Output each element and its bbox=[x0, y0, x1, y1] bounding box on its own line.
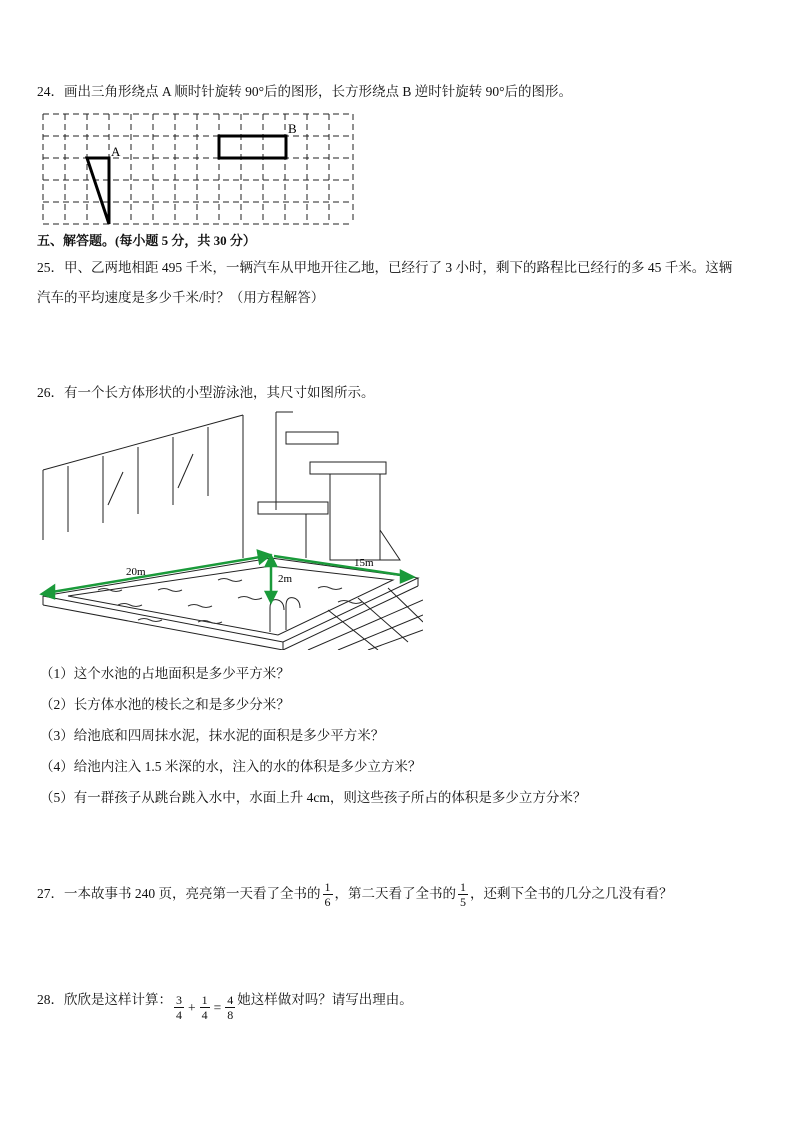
q28-part1: 28．欣欣是这样计算： bbox=[37, 992, 172, 1007]
fraction-denominator: 5 bbox=[460, 895, 466, 910]
fraction-equation bbox=[172, 990, 237, 1026]
fraction-numerator: 4 bbox=[227, 993, 234, 1007]
equals-sign: = bbox=[213, 999, 222, 1015]
rectangle-shape bbox=[219, 136, 286, 158]
length-arrow bbox=[46, 556, 266, 593]
fraction-numerator: 1 bbox=[460, 880, 466, 895]
width-arrow bbox=[274, 556, 408, 576]
fraction-denominator: 6 bbox=[324, 895, 331, 910]
fraction-one-sixth bbox=[323, 880, 333, 909]
plus-sign: + bbox=[188, 999, 196, 1015]
width-label: 15m bbox=[354, 557, 374, 569]
depth-label: 2m bbox=[278, 573, 293, 585]
q26-sub4: （4）给池内注入 1.5 米深的水，注入的水的体积是多少立方米？ bbox=[40, 759, 422, 774]
q24-text: 24．画出三角形绕点 A 顺时针旋转 90°后的图形，长方形绕点 B 逆时针旋转 90°后的图形。 bbox=[37, 84, 573, 99]
section-heading: 五、解答题。(每小题 5 分，共 30 分） bbox=[37, 233, 256, 248]
fraction-a bbox=[174, 993, 184, 1022]
swimming-pool-figure bbox=[38, 410, 423, 650]
q25-line2: 汽车的平均速度是多少千米/时？（用方程解答） bbox=[37, 290, 325, 305]
q27-part2: ，第二天看了全书的 bbox=[334, 886, 456, 901]
fraction-b bbox=[200, 993, 210, 1022]
q25-line1: 25．甲、乙两地相距 495 千米，一辆汽车从甲地开往乙地，已经行了 3 小时，剩下的路程比已经行的多 45 千米。这辆 bbox=[37, 260, 733, 275]
q26-sub5: （5）有一群孩子从跳台跳入水中，水面上升 4cm，则这些孩子所占的体积是多少立方分米？ bbox=[40, 790, 587, 805]
q28-text bbox=[37, 982, 413, 1026]
q27-text bbox=[37, 876, 673, 912]
length-label: 20m bbox=[126, 566, 146, 578]
fraction-denominator: 4 bbox=[201, 1008, 208, 1022]
q26-sub3: （3）给池底和四周抹水泥，抹水泥的面积是多少平方米？ bbox=[40, 728, 385, 743]
rotation-grid-figure bbox=[42, 113, 358, 228]
fraction-c bbox=[225, 993, 235, 1022]
q27-part1: 27．一本故事书 240 页，亮亮第一天看了全书的 bbox=[37, 886, 321, 901]
fraction-one-fifth bbox=[458, 880, 468, 909]
fraction-denominator: 8 bbox=[227, 1008, 234, 1022]
fraction-denominator: 4 bbox=[176, 1008, 182, 1022]
q26-sub2: （2）长方体水池的棱长之和是多少分米？ bbox=[40, 697, 290, 712]
q28-part2: 她这样做对吗？请写出理由。 bbox=[237, 992, 413, 1007]
fraction-numerator: 1 bbox=[324, 880, 331, 895]
point-a-label: A bbox=[111, 144, 121, 159]
triangle-shape bbox=[87, 158, 109, 224]
q27-part3: ，还剩下全书的几分之几没有看？ bbox=[470, 886, 673, 901]
q26-sub1: （1）这个水池的占地面积是多少平方米？ bbox=[40, 666, 290, 681]
fraction-numerator: 1 bbox=[201, 993, 208, 1007]
q26-intro: 26．有一个长方体形状的小型游泳池，其尺寸如图所示。 bbox=[37, 385, 375, 400]
point-b-label: B bbox=[288, 121, 297, 136]
fraction-numerator: 3 bbox=[176, 993, 182, 1007]
